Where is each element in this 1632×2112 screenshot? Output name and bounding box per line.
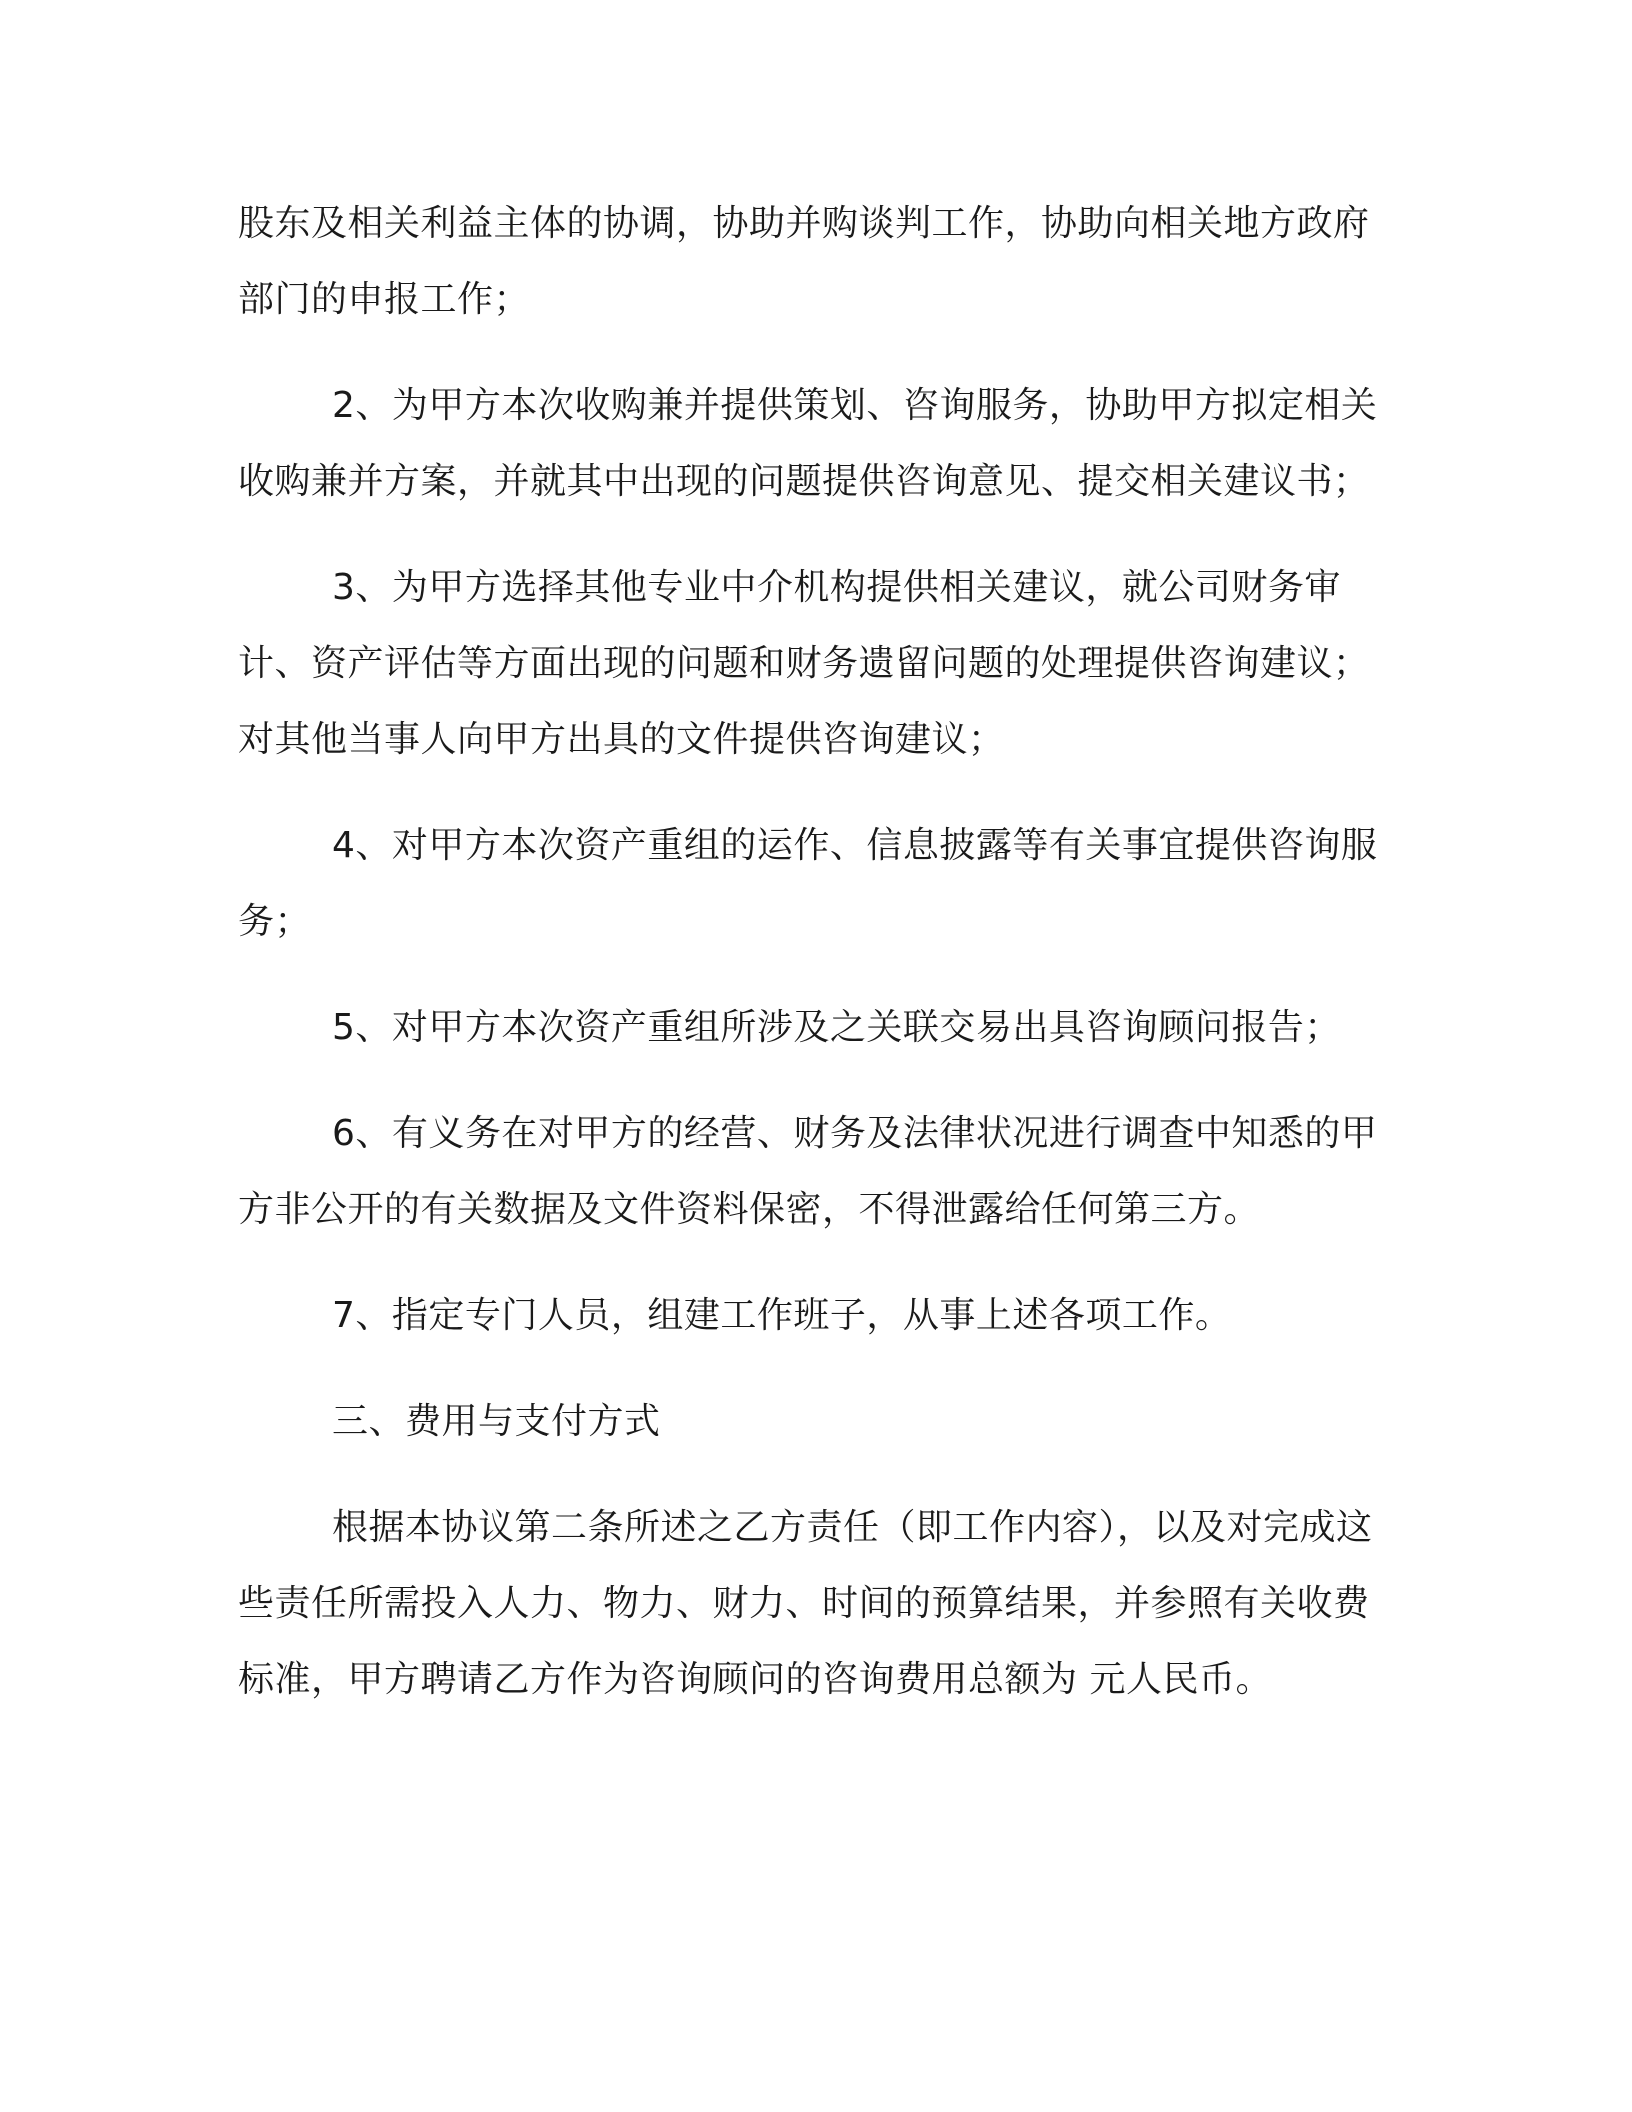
paragraph-item-7: 7、指定专门人员，组建工作班子，从事上述各项工作。 <box>332 1295 1232 1336</box>
paragraph-fees: 根据本协议第二条所述之乙方责任（即工作内容），以及对完成这些责任所需投入人力、物力、财力、时间的预算结果，并参照有关收费标准，甲方聘请乙方作为咨询顾问的咨询费用总额为 元人民币。 <box>238 1507 1373 1700</box>
paragraph-item-5: 5、对甲方本次资产重组所涉及之关联交易出具咨询顾问报告； <box>332 1007 1341 1048</box>
paragraph-item-6: 6、有义务在对甲方的经营、财务及法律状况进行调查中知悉的甲方非公开的有关数据及文件资料保密，不得泄露给任何第三方。 <box>238 1113 1378 1230</box>
paragraph-item-3: 3、为甲方选择其他专业中介机构提供相关建议，就公司财务审计、资产评估等方面出现的问题和财务遗留问题的处理提供咨询建议；对其他当事人向甲方出具的文件提供咨询建议； <box>238 567 1370 760</box>
paragraph-item-2: 2、为甲方本次收购兼并提供策划、咨询服务，协助甲方拟定相关收购兼并方案，并就其中出现的问题提供咨询意见、提交相关建议书； <box>238 385 1378 502</box>
section-heading-fees: 三、费用与支付方式 <box>332 1401 661 1442</box>
paragraph-item-4: 4、对甲方本次资产重组的运作、信息披露等有关事宜提供咨询服务； <box>238 825 1378 942</box>
paragraph-continuation: 股东及相关利益主体的协调，协助并购谈判工作，协助向相关地方政府部门的申报工作； <box>238 203 1370 320</box>
document-body <box>238 186 1378 1718</box>
